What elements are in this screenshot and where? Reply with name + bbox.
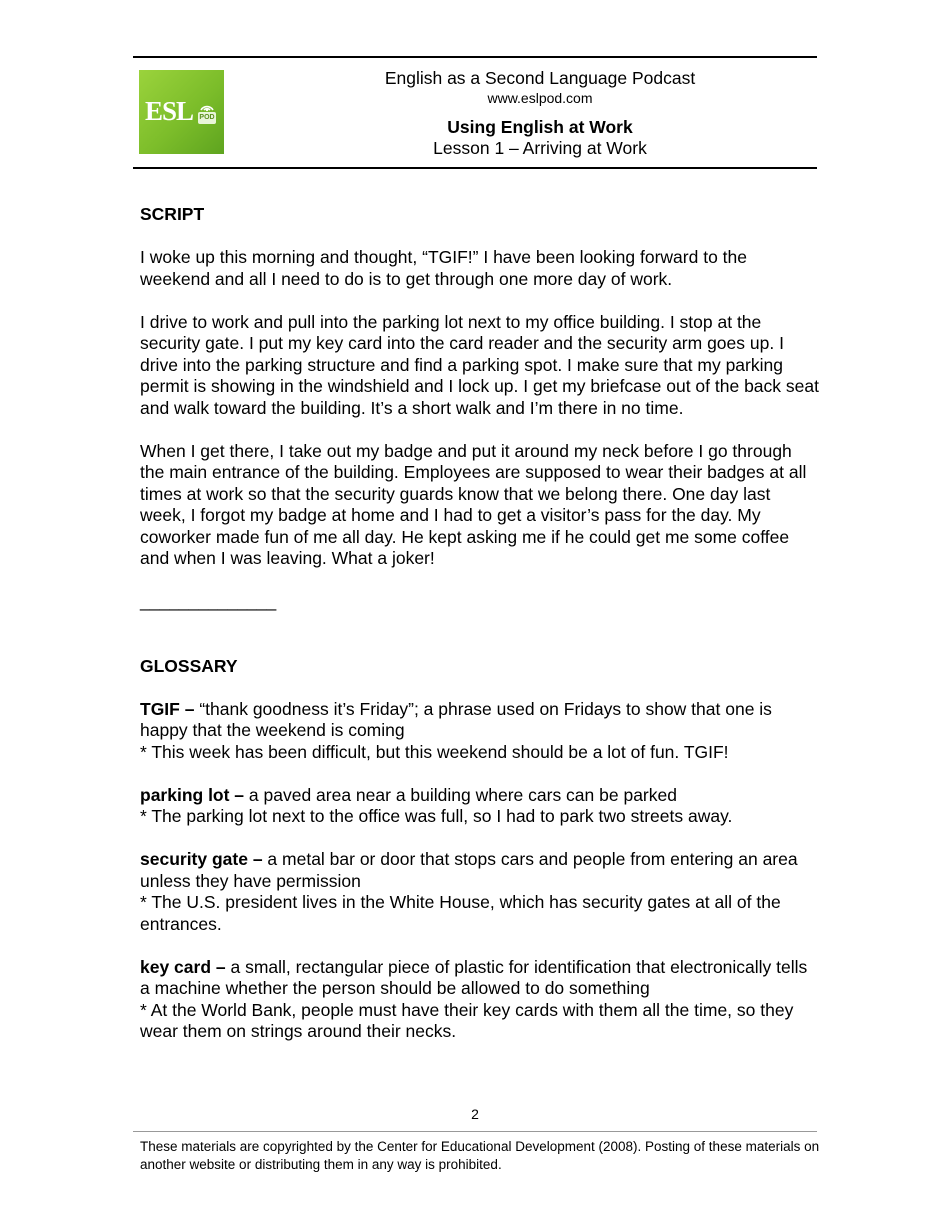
script-paragraph: I woke up this morning and thought, “TGIF!” I have been looking forward to the weekend and all I need to do is to get through one more day of work. — [140, 247, 747, 289]
glossary-heading: GLOSSARY — [140, 655, 238, 676]
glossary-definition: a small, rectangular piece of plastic for identification that electronically tells a machine whether the person should be allowed to do something — [140, 956, 808, 998]
script-paragraph: I drive to work and pull into the parking lot next to my office building. I stop at the security gate. I put my key card into the card reader and the security arm goes up. I drive into the parking structure and find a parking spot. I make sure that my parking permit is showing in the windshield and I lock up. I get my briefcase out of the back seat and walk toward the building. It’s a short walk and I’m there in no time. — [140, 311, 819, 418]
glossary-definition: a metal bar or door that stops cars and people from entering an area unless they have permission — [140, 849, 798, 891]
glossary-example: * The parking lot next to the office was full, so I had to park two streets away. — [140, 806, 733, 826]
podcast-waves-icon — [198, 98, 216, 112]
logo-text: ESL — [145, 96, 194, 126]
glossary-entry — [140, 699, 820, 764]
glossary-example: * This week has been difficult, but this weekend should be a lot of fun. TGIF! — [140, 741, 729, 762]
section-separator: ______________ — [140, 591, 277, 611]
lesson-title: Lesson 1 – Arriving at Work — [433, 138, 647, 158]
document-body — [140, 204, 820, 1064]
glossary-term: parking lot – — [140, 784, 245, 805]
logo-pod-badge: POD — [198, 112, 216, 124]
header-top-rule — [133, 56, 817, 58]
glossary-term: TGIF – — [140, 698, 195, 719]
glossary-term: security gate – — [140, 849, 263, 869]
script-heading: SCRIPT — [140, 204, 205, 224]
footer-rule — [133, 1131, 817, 1132]
glossary-entry — [140, 785, 820, 828]
glossary-term: key card – — [140, 956, 226, 977]
eslpod-logo — [139, 70, 224, 154]
glossary-entry — [140, 849, 820, 935]
glossary-example: * At the World Bank, people must have their key cards with them all the time, so they wear them on strings around their necks. — [140, 999, 794, 1041]
glossary-example: * The U.S. president lives in the White House, which has security gates at all of the entrances. — [140, 892, 781, 934]
course-title: Using English at Work — [447, 117, 633, 137]
website-url: www.eslpod.com — [487, 90, 593, 106]
glossary-entry — [140, 957, 820, 1043]
page-number: 2 — [471, 1106, 479, 1122]
script-paragraph: When I get there, I take out my badge and put it around my neck before I go through the main entrance of the building. Employees are supposed to wear their badges at all times at work so that the security guards know that we belong there. One day last week, I forgot my badge at home and I had to get a visitor’s pass for the day. My coworker made fun of me all day. He kept asking me if he could get me some coffee and when I was leaving. What a joker! — [140, 440, 807, 568]
header-bottom-rule — [133, 167, 817, 169]
podcast-title: English as a Second Language Podcast — [384, 68, 696, 88]
copyright-footer: These materials are copyrighted by the Center for Educational Development (2008). Posting of these materials on another website or distributing them in any way is prohibited. — [140, 1139, 820, 1172]
glossary-definition: “thank goodness it’s Friday”; a phrase used on Fridays to show that one is happy that the weekend is coming — [140, 698, 772, 740]
glossary-definition: a paved area near a building where cars can be parked — [244, 784, 677, 805]
